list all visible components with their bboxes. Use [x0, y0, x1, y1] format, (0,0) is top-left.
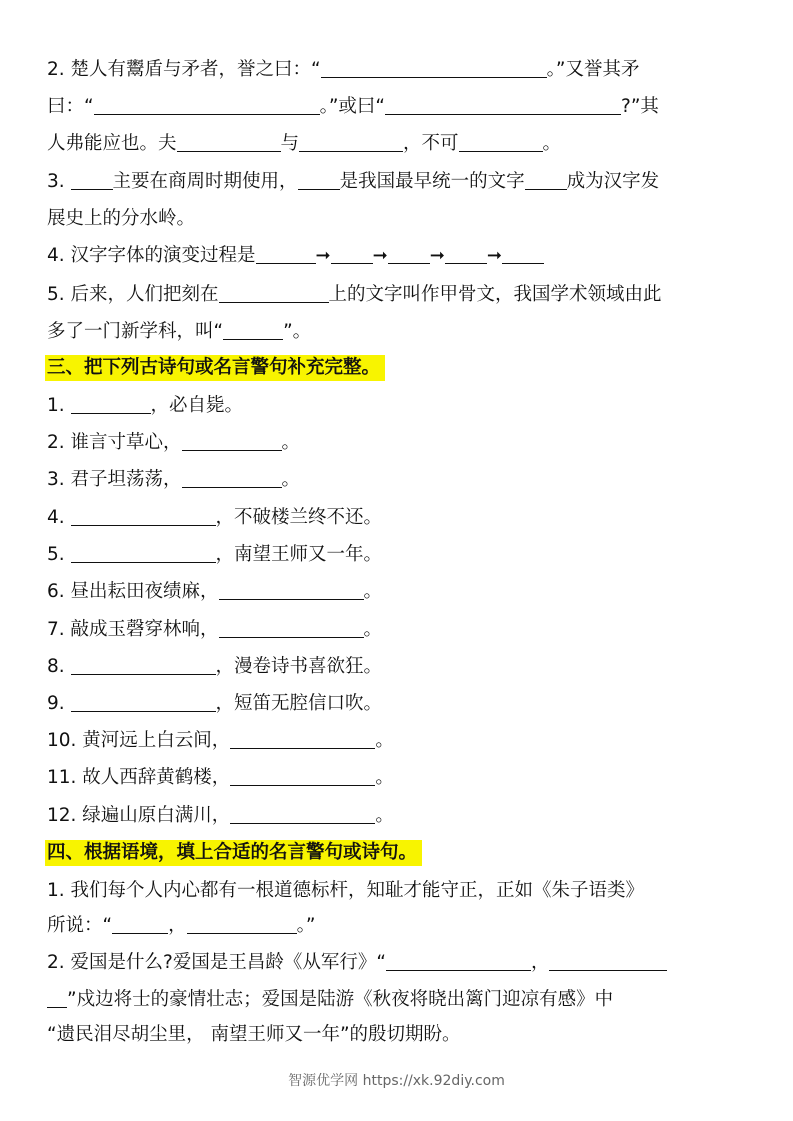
question-text: 2. 谁言寸草心，: [47, 432, 182, 453]
right-arrow-icon: ➞: [486, 245, 502, 266]
question-text: 5.: [47, 544, 71, 565]
question-text: 与: [280, 133, 300, 154]
answer-blank[interactable]: [219, 619, 364, 638]
question-text: 12. 绿遍山原白满川，: [47, 805, 231, 826]
question-5-line-2: [47, 319, 311, 345]
s3-item-1: [47, 393, 243, 419]
question-text: 。: [542, 133, 562, 154]
question-text: 4. 汉字字体的演变过程是: [47, 245, 256, 266]
question-text: 。: [375, 730, 394, 751]
question-text: 。: [375, 805, 394, 826]
question-3-line-1: [47, 169, 659, 195]
question-text: 。: [363, 581, 383, 602]
question-text: ，短笛无腔信口吹。: [215, 693, 383, 714]
s4-q2-line-1: [47, 950, 667, 976]
right-arrow-icon: ➞: [429, 245, 445, 266]
answer-blank[interactable]: [182, 469, 282, 488]
question-text: 所说：“: [47, 915, 113, 936]
s3-item-3: [47, 467, 300, 493]
answer-blank[interactable]: [71, 544, 216, 563]
answer-blank[interactable]: [112, 915, 168, 934]
question-text: ，: [530, 952, 550, 973]
question-text: 1.: [47, 395, 71, 416]
answer-blank[interactable]: [177, 133, 281, 152]
question-text: 3.: [47, 171, 71, 192]
question-text: 成为汉字发: [566, 171, 660, 192]
question-text: ”戍边将士的豪情壮志；爱国是陆游《秋夜将晓出篱门迎凉有感》中: [67, 989, 614, 1010]
question-text: ，必自毙。: [150, 395, 244, 416]
answer-blank[interactable]: [321, 59, 547, 78]
s3-item-11: [47, 765, 394, 791]
question-text: 10. 黄河远上白云间，: [47, 730, 231, 751]
answer-blank[interactable]: [71, 395, 151, 414]
question-text: 人弗能应也。夫: [47, 133, 177, 154]
question-text: 多了一门新学科，叫“: [47, 321, 224, 342]
question-text: 7. 敲成玉磬穿林响，: [47, 619, 219, 640]
answer-blank[interactable]: [187, 915, 297, 934]
s4-q2-line-2: [47, 987, 613, 1013]
answer-blank[interactable]: [386, 952, 531, 971]
s3-item-10: [47, 728, 394, 754]
answer-blank[interactable]: [230, 730, 375, 749]
question-text: 。”: [296, 915, 316, 936]
question-text: 6. 昼出耘田夜绩麻，: [47, 581, 219, 602]
question-text: ，不破楼兰终不还。: [215, 507, 383, 528]
question-text: ?”其: [621, 96, 659, 117]
answer-blank[interactable]: [47, 989, 67, 1008]
answer-blank[interactable]: [459, 133, 543, 152]
question-text: 8.: [47, 656, 71, 677]
s3-item-12: [47, 803, 394, 829]
answer-blank[interactable]: [182, 432, 282, 451]
section-4-heading: 四、根据语境，填上合适的名言警句或诗句。: [45, 840, 422, 866]
s3-item-7: [47, 617, 382, 643]
question-text: 。: [375, 767, 394, 788]
answer-blank[interactable]: [256, 245, 316, 264]
question-2-line-1: [47, 57, 639, 83]
answer-blank[interactable]: [299, 133, 403, 152]
answer-blank[interactable]: [388, 245, 430, 264]
question-text: 曰：“: [47, 96, 94, 117]
question-text: 。: [363, 619, 383, 640]
question-text: 。”又誉其矛: [546, 59, 640, 80]
s3-item-5: [47, 542, 382, 568]
question-text: 。: [281, 432, 301, 453]
answer-blank[interactable]: [502, 245, 544, 264]
answer-blank[interactable]: [219, 284, 329, 303]
question-text: 9.: [47, 693, 71, 714]
question-text: 11. 故人西辞黄鹤楼，: [47, 767, 231, 788]
right-arrow-icon: ➞: [315, 245, 331, 266]
section-3-heading: 三、把下列古诗句或名言警句补充完整。: [45, 355, 385, 381]
question-text: ”。: [283, 321, 312, 342]
answer-blank[interactable]: [94, 96, 320, 115]
s4-q1-line-1: 1. 我们每个人内心都有一根道德标杆，知耻才能守正，正如《朱子语类》: [47, 880, 645, 901]
answer-blank[interactable]: [525, 171, 567, 190]
answer-blank[interactable]: [385, 96, 621, 115]
question-text: 2. 爱国是什么?爱国是王昌龄《从军行》“: [47, 952, 386, 973]
answer-blank[interactable]: [223, 321, 283, 340]
question-5-line-1: [47, 282, 662, 308]
s3-item-9: [47, 691, 382, 717]
question-2-line-2: [47, 94, 659, 120]
question-text: 上的文字叫作甲骨文，我国学术领域由此: [328, 284, 662, 305]
question-2-line-3: [47, 131, 561, 157]
question-text: ，不可: [403, 133, 459, 154]
footer-watermark: 智源优学网 https://xk.92diy.com: [288, 1073, 505, 1089]
question-text: 4.: [47, 507, 71, 528]
question-4-line-1: [47, 243, 544, 269]
question-text: 。: [281, 469, 301, 490]
question-3-line-2: 展史上的分水岭。: [47, 208, 196, 229]
question-text: ，南望王师又一年。: [215, 544, 383, 565]
s4-q2-line-3: “遗民泪尽胡尘里， 南望王师又一年”的殷切期盼。: [47, 1024, 461, 1045]
answer-blank[interactable]: [549, 952, 667, 971]
question-text: ，漫卷诗书喜欲狂。: [215, 656, 383, 677]
question-text: 3. 君子坦荡荡，: [47, 469, 182, 490]
answer-blank[interactable]: [71, 171, 113, 190]
answer-blank[interactable]: [230, 805, 375, 824]
question-text: 主要在商周时期使用，: [112, 171, 298, 192]
answer-blank[interactable]: [71, 693, 216, 712]
question-text: ，: [168, 915, 187, 936]
answer-blank[interactable]: [71, 656, 216, 675]
answer-blank[interactable]: [445, 245, 487, 264]
answer-blank[interactable]: [298, 171, 340, 190]
s4-q1-line-2: [47, 913, 315, 939]
s3-item-4: [47, 505, 382, 531]
question-text: 。”或曰“: [319, 96, 386, 117]
right-arrow-icon: ➞: [372, 245, 388, 266]
question-text: 2. 楚人有鬻盾与矛者，誉之曰：“: [47, 59, 321, 80]
answer-blank[interactable]: [331, 245, 373, 264]
s3-item-2: [47, 430, 300, 456]
question-text: 5. 后来，人们把刻在: [47, 284, 219, 305]
s3-item-8: [47, 654, 382, 680]
answer-blank[interactable]: [219, 581, 364, 600]
answer-blank[interactable]: [230, 767, 375, 786]
question-text: 是我国最早统一的文字: [339, 171, 525, 192]
s3-item-6: [47, 579, 382, 605]
answer-blank[interactable]: [71, 507, 216, 526]
